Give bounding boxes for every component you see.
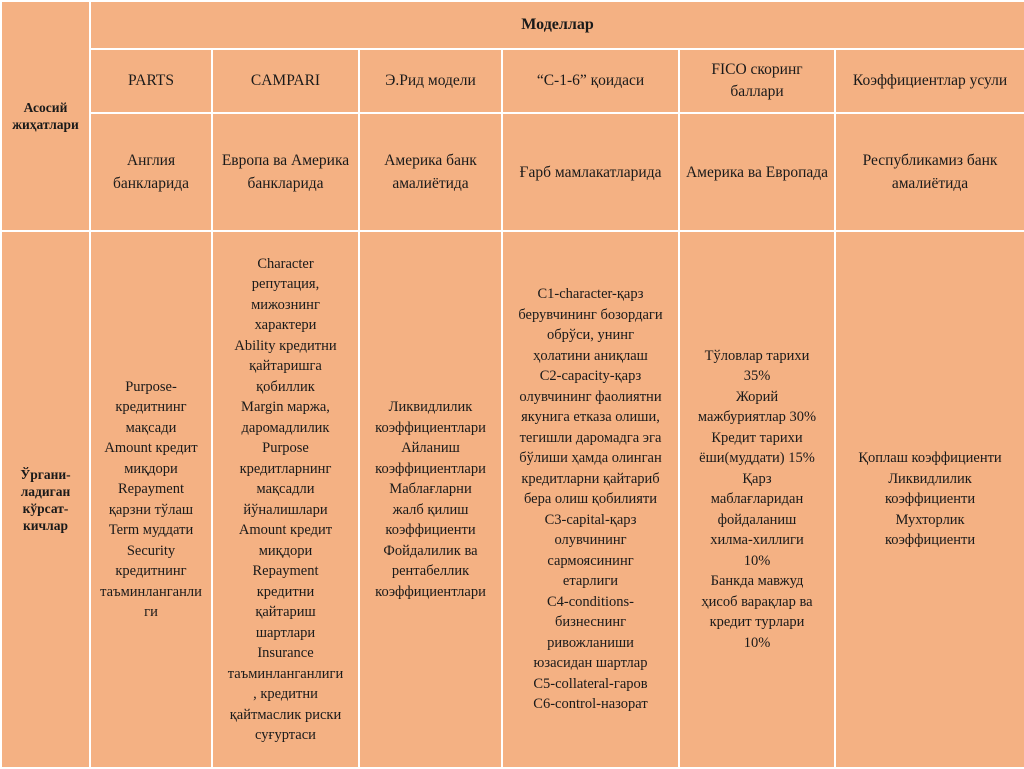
region-cell (502, 113, 679, 231)
studied-indicators-label: Ўргани-ладиган кўрсат-кичлар (20, 466, 71, 533)
indicator-line: Character (257, 255, 314, 272)
region-text: Ғарб мамлакатларида (519, 163, 662, 181)
model-name-cell (90, 49, 212, 113)
indicator-line: таъминланганлиги (227, 665, 344, 682)
indicator-line: даромадлилик (241, 419, 330, 436)
indicator-line: Margin маржа, (241, 399, 330, 415)
indicator-line: миқдори (258, 542, 313, 559)
regions-row (1, 113, 1024, 231)
indicator-line: Security (126, 542, 176, 559)
indicator-line: Amount кредит (104, 440, 198, 456)
indicator-line: 35% (743, 368, 771, 385)
region-cell (90, 113, 212, 231)
indicator-line: С4-conditions- (547, 593, 634, 610)
indicator-line: таъминланганли (100, 583, 202, 600)
indicator-line: Айланиш (401, 440, 460, 456)
indicator-line: маблағларидан (710, 491, 804, 508)
indicator-line: кредит турлари (709, 614, 805, 631)
indicator-line: якунига етказа олиши, (521, 409, 660, 426)
indicators-cell (359, 231, 502, 768)
indicator-line: Фойдалилик ва (383, 542, 478, 559)
indicator-line: қайтмаслик риски (229, 706, 342, 723)
indicator-line: юзасидан шартлар (533, 655, 648, 672)
indicator-line: С6-control-назорат (533, 696, 648, 713)
model-name-cell (359, 49, 502, 113)
region-cell (679, 113, 835, 231)
indicator-line: жалб қилиш (392, 501, 469, 518)
indicator-line: ёши(муддати) 15% (699, 450, 815, 467)
indicator-line: коэффициентлари (375, 460, 486, 477)
model-names-row (1, 49, 1024, 113)
models-title: Моделлар (521, 16, 594, 33)
model-name: “С-1-6” қоидаси (536, 72, 645, 89)
models-header-row (1, 1, 1024, 49)
indicator-line: Банкда мавжуд (710, 573, 804, 590)
model-name: Коэффициентлар усули (852, 72, 1008, 89)
indicator-line: обрўси, унинг (546, 327, 635, 344)
indicator-line: Ability кредитни (234, 337, 337, 354)
indicator-line: Тўловлар тарихи (704, 347, 810, 364)
indicator-line: Кредит тарихи (711, 429, 803, 446)
indicator-line: қобиллик (256, 378, 315, 395)
indicator-line: бера олиш қобилияти (524, 491, 657, 508)
indicator-line: репутация, (251, 276, 320, 292)
indicator-line: С1-character-қарз (537, 286, 644, 303)
indicator-line: Amount кредит (238, 522, 333, 538)
indicator-line: коэффициентлари (375, 583, 486, 600)
indicator-line: характери (254, 317, 317, 333)
model-name-cell (835, 49, 1024, 113)
indicator-line: рентабеллик (391, 563, 470, 579)
indicator-line: Қарз (742, 470, 772, 487)
indicator-line: Repayment (252, 563, 319, 579)
indicator-line: Insurance (257, 645, 314, 661)
indicator-line: Қоплаш коэффициенти (858, 450, 1002, 467)
indicator-line: ги (144, 604, 158, 620)
indicators-cell (835, 231, 1024, 768)
indicator-line: коэффициентлари (375, 419, 486, 436)
indicator-line: кредитларнинг (239, 460, 332, 477)
indicator-line: бўлиши ҳамда олинган (519, 450, 662, 467)
indicators-cell (212, 231, 359, 768)
indicator-line: йўналишлари (243, 501, 328, 518)
region-cell (212, 113, 359, 231)
indicator-line: олувчининг фаолиятни (519, 388, 662, 405)
indicator-line: мақсади (125, 419, 177, 436)
indicator-line: берувчининг бозордаги (518, 306, 663, 323)
model-name-cell (679, 49, 835, 113)
indicator-line: Term муддати (108, 522, 194, 538)
indicator-line: коэффициенти (385, 522, 476, 538)
indicator-line: ҳисоб варақлар ва (701, 593, 813, 610)
indicator-line: коэффициенти (884, 491, 976, 508)
indicators-cell (90, 231, 212, 768)
indicator-line: С2-capacity-қарз (539, 368, 642, 385)
studied-indicators-label-cell (1, 231, 90, 768)
indicator-line: Purpose (262, 440, 309, 456)
indicator-line: Жорий (735, 388, 779, 405)
indicators-row (1, 231, 1024, 768)
indicator-line: Маблағларни (389, 481, 472, 497)
indicator-line: , кредитни (253, 686, 318, 702)
region-text: Европа ва Америка банкларида (221, 152, 350, 192)
indicator-line: ривожланиши (547, 634, 634, 651)
indicator-line: 10% (743, 634, 771, 651)
indicator-line: қайтариш (255, 604, 316, 620)
indicator-line: миқдори (124, 460, 178, 477)
model-name: Э.Рид модели (385, 72, 476, 89)
indicator-line: С3-capital-қарз (544, 511, 637, 528)
indicator-line: суғуртаси (255, 727, 316, 743)
region-cell (835, 113, 1024, 231)
region-text: Америка ва Европада (685, 163, 829, 181)
indicator-line: етарлиги (562, 573, 619, 590)
indicators-cell (502, 231, 679, 768)
indicator-line: қарзни тўлаш (108, 501, 194, 518)
indicator-line: кредитнинг (115, 399, 187, 415)
region-cell (359, 113, 502, 231)
indicator-line: кредитни (256, 583, 315, 600)
indicator-line: Repayment (117, 481, 185, 497)
indicator-line: мижознинг (251, 296, 320, 313)
models-title-cell (90, 1, 1024, 49)
indicator-line: 10% (743, 552, 771, 569)
indicator-line: мажбуриятлар 30% (697, 409, 817, 426)
indicator-line: Ликвидлилик (888, 470, 972, 487)
indicator-line: Purpose- (125, 378, 177, 395)
region-text: Республикамиз банк амалиётида (862, 152, 998, 192)
main-aspects-label: Асосий жиҳатлари (12, 100, 79, 132)
indicator-line: қайтаришга (249, 358, 322, 374)
indicators-cell (679, 231, 835, 768)
region-text: Англия банкларида (112, 152, 190, 192)
indicator-line: мақсадли (256, 481, 315, 497)
indicator-line: фойдаланиш (717, 511, 797, 528)
indicator-line: коэффициенти (884, 532, 976, 549)
indicator-line: сармоясининг (547, 552, 634, 569)
indicator-line: кредитнинг (115, 563, 187, 579)
indicator-line: Ликвидлилик (388, 399, 473, 415)
main-aspects-label-cell (1, 1, 90, 231)
indicator-line: С5-collateral-гаров (533, 675, 648, 692)
model-name-cell (212, 49, 359, 113)
indicator-line: хилма-хиллиги (710, 532, 804, 549)
region-text: Америка банк амалиётида (384, 152, 477, 192)
model-name: CAMPARI (250, 72, 321, 89)
indicator-line: кредитларни қайтариб (521, 470, 660, 487)
indicator-line: тегишли даромадга эга (519, 429, 662, 446)
indicator-line: бизнеснинг (554, 614, 627, 631)
model-name-cell (502, 49, 679, 113)
indicator-line: ҳолатини аниқлаш (533, 347, 648, 364)
indicator-line: шартлари (255, 624, 316, 641)
model-name: FICO скоринг баллари (711, 61, 803, 100)
indicator-line: Мухторлик (895, 511, 965, 528)
indicator-line: олувчининг (554, 532, 627, 549)
model-name: PARTS (128, 72, 174, 89)
